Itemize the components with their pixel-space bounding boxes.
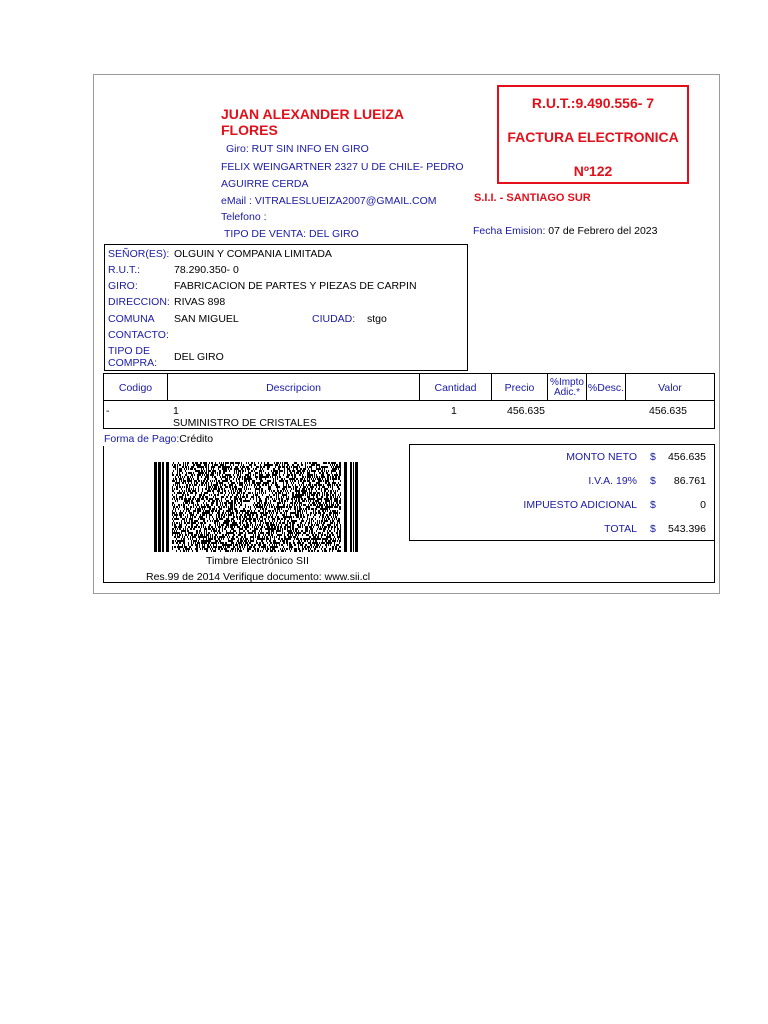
payment-row	[104, 433, 213, 446]
client-comuna: SAN MIGUEL	[174, 313, 239, 325]
document-type: FACTURA ELECTRONICA	[507, 129, 679, 145]
totals-row-iva	[410, 475, 714, 489]
iva-label: I.V.A. 19%	[588, 475, 637, 487]
client-tipo-compra-label-1: TIPO DE	[108, 345, 151, 357]
adicional-currency: $	[650, 499, 656, 511]
emitter-address-line2: AGUIRRE CERDA	[221, 178, 309, 190]
document-number: Nº122	[573, 163, 613, 179]
adicional-label: IMPUESTO ADICIONAL	[523, 499, 637, 511]
client-ciudad: stgo	[367, 313, 387, 325]
payment-value: Crédito	[179, 433, 214, 445]
client-direccion: RIVAS 898	[174, 296, 226, 308]
row-valor: 456.635	[649, 405, 687, 417]
col-codigo: Codigo	[104, 374, 168, 401]
client-giro-label: GIRO:	[108, 280, 138, 292]
neto-value: 456.635	[668, 451, 706, 463]
col-valor: Valor	[658, 381, 682, 394]
emitter-tipo-venta: TIPO DE VENTA: DEL GIRO	[224, 228, 359, 240]
client-giro: FABRICACION DE PARTES Y PIEZAS DE CARPIN	[174, 280, 417, 292]
client-tipo-compra-label	[108, 345, 157, 369]
totals-row-neto	[410, 451, 714, 465]
emitter-name: JUAN ALEXANDER LUEIZA FLORES	[221, 106, 404, 138]
client-contacto-label: CONTACTO:	[108, 329, 169, 341]
document-id-box	[497, 85, 689, 184]
col-precio: Precio	[492, 374, 548, 401]
col-cantidad: Cantidad	[420, 374, 492, 401]
row-cantidad: 1	[451, 405, 457, 417]
iva-value: 86.761	[673, 475, 706, 487]
total-currency: $	[650, 523, 656, 535]
client-tipo-compra: DEL GIRO	[174, 351, 224, 363]
emitter-email: VITRALESLUEIZA2007@GMAIL.COM	[254, 195, 437, 207]
timbre-barcode	[154, 462, 359, 552]
iva-currency: $	[650, 475, 656, 487]
totals-row-total	[410, 523, 714, 537]
client-senores: OLGUIN Y COMPANIA LIMITADA	[174, 248, 332, 260]
total-value: 543.396	[668, 523, 706, 535]
client-rut: 78.290.350- 0	[174, 264, 239, 276]
row-codigo: -	[106, 405, 110, 417]
neto-label: MONTO NETO	[566, 451, 637, 463]
row-desc-line1: 1	[173, 405, 179, 417]
emitter-giro: Giro: RUT SIN INFO EN GIRO	[226, 143, 369, 155]
emission-date-label: Fecha Emision:	[473, 225, 546, 237]
emission-date: 07 de Febrero del 2023	[548, 225, 658, 237]
client-box	[104, 244, 468, 371]
client-comuna-label: COMUNA	[108, 313, 155, 325]
stamp-caption: Timbre Electrónico SII	[206, 555, 309, 567]
sii-office: S.I.I. - SANTIAGO SUR	[474, 192, 591, 204]
totals-box	[409, 444, 715, 541]
col-impto-line2: Adic.*	[553, 386, 581, 398]
items-table	[103, 373, 715, 429]
client-rut-label: R.U.T.:	[108, 264, 141, 276]
client-senores-label: SEÑOR(ES):	[108, 248, 170, 260]
client-direccion-label: DIRECCION:	[108, 296, 170, 308]
document-rut: R.U.T.:9.490.556- 7	[531, 95, 655, 111]
row-desc-line2: SUMINISTRO DE CRISTALES	[173, 417, 317, 429]
total-label: TOTAL	[604, 523, 637, 535]
payment-label: Forma de Pago:	[104, 433, 180, 445]
client-ciudad-label: CIUDAD:	[312, 313, 356, 325]
adicional-value: 0	[700, 499, 706, 511]
emitter-telefono-label: Telefono :	[221, 211, 267, 223]
emitter-address-line1: FELIX WEINGARTNER 2327 U DE CHILE- PEDRO	[221, 161, 464, 173]
row-precio: 456.635	[507, 405, 545, 417]
client-tipo-compra-label-2: COMPRA:	[108, 357, 158, 369]
stamp-resolution: Res.99 de 2014 Verifique documento: www.sii.cl	[146, 571, 371, 583]
emitter-email-row	[221, 195, 437, 208]
emitter-email-label: eMail :	[221, 195, 252, 207]
col-impto-line1: %Impto	[550, 376, 584, 388]
col-desc: %Desc.	[587, 374, 626, 401]
emission-date-row	[473, 225, 657, 238]
col-descripcion: Descripcion	[168, 374, 420, 401]
neto-currency: $	[650, 451, 656, 463]
totals-row-adicional	[410, 499, 714, 513]
col-impto-adic	[548, 374, 587, 401]
